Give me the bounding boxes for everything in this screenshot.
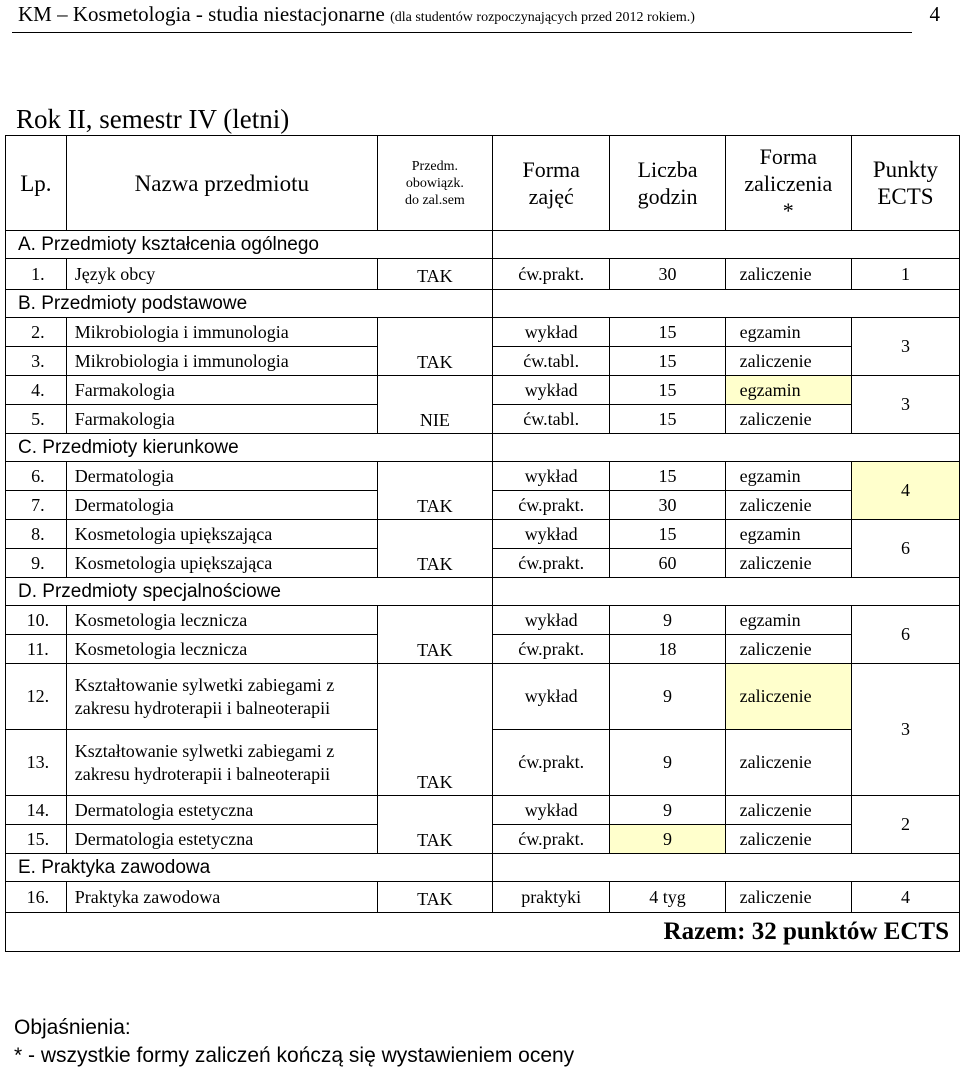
row-subject: Farmakologia xyxy=(66,405,377,434)
row-required: TAK xyxy=(377,664,492,796)
table-row xyxy=(6,462,960,491)
row-form: wykład xyxy=(492,664,609,730)
row-form: wykład xyxy=(492,376,609,405)
row-hours: 15 xyxy=(610,318,725,347)
row-assessment: egzamin xyxy=(725,520,851,549)
row-assessment: zaliczenie xyxy=(725,405,851,434)
curriculum-table xyxy=(5,135,960,952)
semester-title: Rok II, semestr IV (letni) xyxy=(16,104,290,134)
page-header xyxy=(12,0,940,33)
row-form: ćw.prakt. xyxy=(492,635,609,664)
col-header-name: Nazwa przedmiotu xyxy=(66,136,377,231)
row-lp: 9. xyxy=(6,549,67,578)
section-row xyxy=(6,578,960,606)
row-hours: 4 tyg xyxy=(610,882,725,913)
row-ects: 3 xyxy=(851,664,959,796)
section-title: B. Przedmioty podstawowe xyxy=(6,290,493,318)
row-assessment: zaliczenie xyxy=(725,882,851,913)
row-subject: Dermatologia xyxy=(66,491,377,520)
row-subject: Kształtowanie sylwetki zabiegami z zakresu hydroterapii i balneoterapii xyxy=(66,730,377,796)
row-assessment: zaliczenie xyxy=(725,347,851,376)
row-required: TAK xyxy=(377,259,492,290)
row-assessment: zaliczenie xyxy=(725,635,851,664)
table-row xyxy=(6,318,960,347)
row-ects: 6 xyxy=(851,520,959,578)
row-subject: Kosmetologia upiększająca xyxy=(66,549,377,578)
table-row xyxy=(6,796,960,825)
section-title: A. Przedmioty kształcenia ogólnego xyxy=(6,231,493,259)
table-row xyxy=(6,520,960,549)
section-row xyxy=(6,231,960,259)
row-assessment: zaliczenie xyxy=(725,730,851,796)
row-hours: 15 xyxy=(610,462,725,491)
table-row xyxy=(6,882,960,913)
row-subject: Mikrobiologia i immunologia xyxy=(66,318,377,347)
row-lp: 12. xyxy=(6,664,67,730)
table-header-row xyxy=(6,136,960,231)
section-row xyxy=(6,434,960,462)
row-assessment: egzamin xyxy=(725,376,851,405)
section-title: C. Przedmioty kierunkowe xyxy=(6,434,493,462)
section-filler xyxy=(492,854,959,882)
section-title: E. Praktyka zawodowa xyxy=(6,854,493,882)
row-required: TAK xyxy=(377,882,492,913)
section-filler xyxy=(492,231,959,259)
row-hours: 9 xyxy=(610,664,725,730)
row-hours: 15 xyxy=(610,405,725,434)
row-lp: 7. xyxy=(6,491,67,520)
table-row xyxy=(6,606,960,635)
row-form: wykład xyxy=(492,606,609,635)
col-header-assessment: Forma zaliczenia * xyxy=(725,136,851,231)
row-required: TAK xyxy=(377,318,492,376)
document-subtitle: (dla studentów rozpoczynających przed 2012 rokiem.) xyxy=(390,10,695,25)
row-hours: 30 xyxy=(610,259,725,290)
row-form: wykład xyxy=(492,796,609,825)
document-title: KM – Kosmetologia - studia niestacjonarne (dla studentów rozpoczynających przed 2012 rokiem.) xyxy=(18,2,695,26)
total-ects: Razem: 32 punktów ECTS xyxy=(6,913,960,952)
total-row xyxy=(6,913,960,952)
row-subject: Dermatologia estetyczna xyxy=(66,796,377,825)
row-hours: 15 xyxy=(610,347,725,376)
row-form: ćw.prakt. xyxy=(492,259,609,290)
row-assessment: zaliczenie xyxy=(725,549,851,578)
table-row xyxy=(6,259,960,290)
row-hours: 9 xyxy=(610,730,725,796)
row-lp: 2. xyxy=(6,318,67,347)
row-form: ćw.tabl. xyxy=(492,347,609,376)
section-title: D. Przedmioty specjalnościowe xyxy=(6,578,493,606)
row-required: TAK xyxy=(377,606,492,664)
row-lp: 4. xyxy=(6,376,67,405)
row-ects: 1 xyxy=(851,259,959,290)
row-lp: 14. xyxy=(6,796,67,825)
row-ects: 6 xyxy=(851,606,959,664)
col-header-hours: Liczba godzin xyxy=(610,136,725,231)
row-assessment: zaliczenie xyxy=(725,259,851,290)
row-hours: 60 xyxy=(610,549,725,578)
section-row xyxy=(6,290,960,318)
row-required: TAK xyxy=(377,462,492,520)
row-hours: 9 xyxy=(610,796,725,825)
col-header-lp: Lp. xyxy=(6,136,67,231)
row-form: praktyki xyxy=(492,882,609,913)
row-lp: 11. xyxy=(6,635,67,664)
row-form: ćw.prakt. xyxy=(492,730,609,796)
legend xyxy=(14,1014,574,1070)
legend-note: * - wszystkie formy zaliczeń kończą się wystawieniem oceny xyxy=(14,1044,575,1067)
col-header-ects: Punkty ECTS xyxy=(851,136,959,231)
row-hours: 9 xyxy=(610,825,725,854)
row-form: wykład xyxy=(492,462,609,491)
row-lp: 10. xyxy=(6,606,67,635)
row-hours: 30 xyxy=(610,491,725,520)
row-subject: Język obcy xyxy=(66,259,377,290)
table-row xyxy=(6,376,960,405)
row-lp: 5. xyxy=(6,405,67,434)
row-assessment: egzamin xyxy=(725,606,851,635)
row-lp: 15. xyxy=(6,825,67,854)
row-subject: Dermatologia xyxy=(66,462,377,491)
row-lp: 8. xyxy=(6,520,67,549)
row-subject: Dermatologia estetyczna xyxy=(66,825,377,854)
row-lp: 3. xyxy=(6,347,67,376)
row-form: ćw.prakt. xyxy=(492,825,609,854)
legend-title: Objaśnienia: xyxy=(14,1016,131,1039)
page-number: 4 xyxy=(929,2,940,26)
row-assessment: zaliczenie xyxy=(725,796,851,825)
row-hours: 15 xyxy=(610,376,725,405)
row-subject: Mikrobiologia i immunologia xyxy=(66,347,377,376)
row-subject: Kosmetologia lecznicza xyxy=(66,606,377,635)
row-required: TAK xyxy=(377,520,492,578)
section-filler xyxy=(492,578,959,606)
row-assessment: egzamin xyxy=(725,318,851,347)
row-hours: 15 xyxy=(610,520,725,549)
row-subject: Farmakologia xyxy=(66,376,377,405)
section-filler xyxy=(492,434,959,462)
row-ects: 3 xyxy=(851,318,959,376)
row-lp: 16. xyxy=(6,882,67,913)
row-subject: Kosmetologia upiększająca xyxy=(66,520,377,549)
section-row xyxy=(6,854,960,882)
row-assessment: zaliczenie xyxy=(725,491,851,520)
row-form: ćw.tabl. xyxy=(492,405,609,434)
table-row xyxy=(6,664,960,730)
col-header-required: Przedm. obowiązk. do zal.sem xyxy=(377,136,492,231)
row-required: NIE xyxy=(377,376,492,434)
row-ects: 2 xyxy=(851,796,959,854)
row-subject: Kosmetologia lecznicza xyxy=(66,635,377,664)
row-assessment: egzamin xyxy=(725,462,851,491)
row-lp: 1. xyxy=(6,259,67,290)
row-ects: 4 xyxy=(851,462,959,520)
row-ects: 4 xyxy=(851,882,959,913)
section-filler xyxy=(492,290,959,318)
row-assessment: zaliczenie xyxy=(725,664,851,730)
row-hours: 9 xyxy=(610,606,725,635)
row-assessment: zaliczenie xyxy=(725,825,851,854)
col-header-form: Forma zajęć xyxy=(492,136,609,231)
row-lp: 6. xyxy=(6,462,67,491)
row-form: wykład xyxy=(492,318,609,347)
row-required: TAK xyxy=(377,796,492,854)
row-ects: 3 xyxy=(851,376,959,434)
row-subject: Praktyka zawodowa xyxy=(66,882,377,913)
row-lp: 13. xyxy=(6,730,67,796)
row-form: wykład xyxy=(492,520,609,549)
row-subject: Kształtowanie sylwetki zabiegami z zakresu hydroterapii i balneoterapii xyxy=(66,664,377,730)
row-form: ćw.prakt. xyxy=(492,549,609,578)
row-form: ćw.prakt. xyxy=(492,491,609,520)
row-hours: 18 xyxy=(610,635,725,664)
